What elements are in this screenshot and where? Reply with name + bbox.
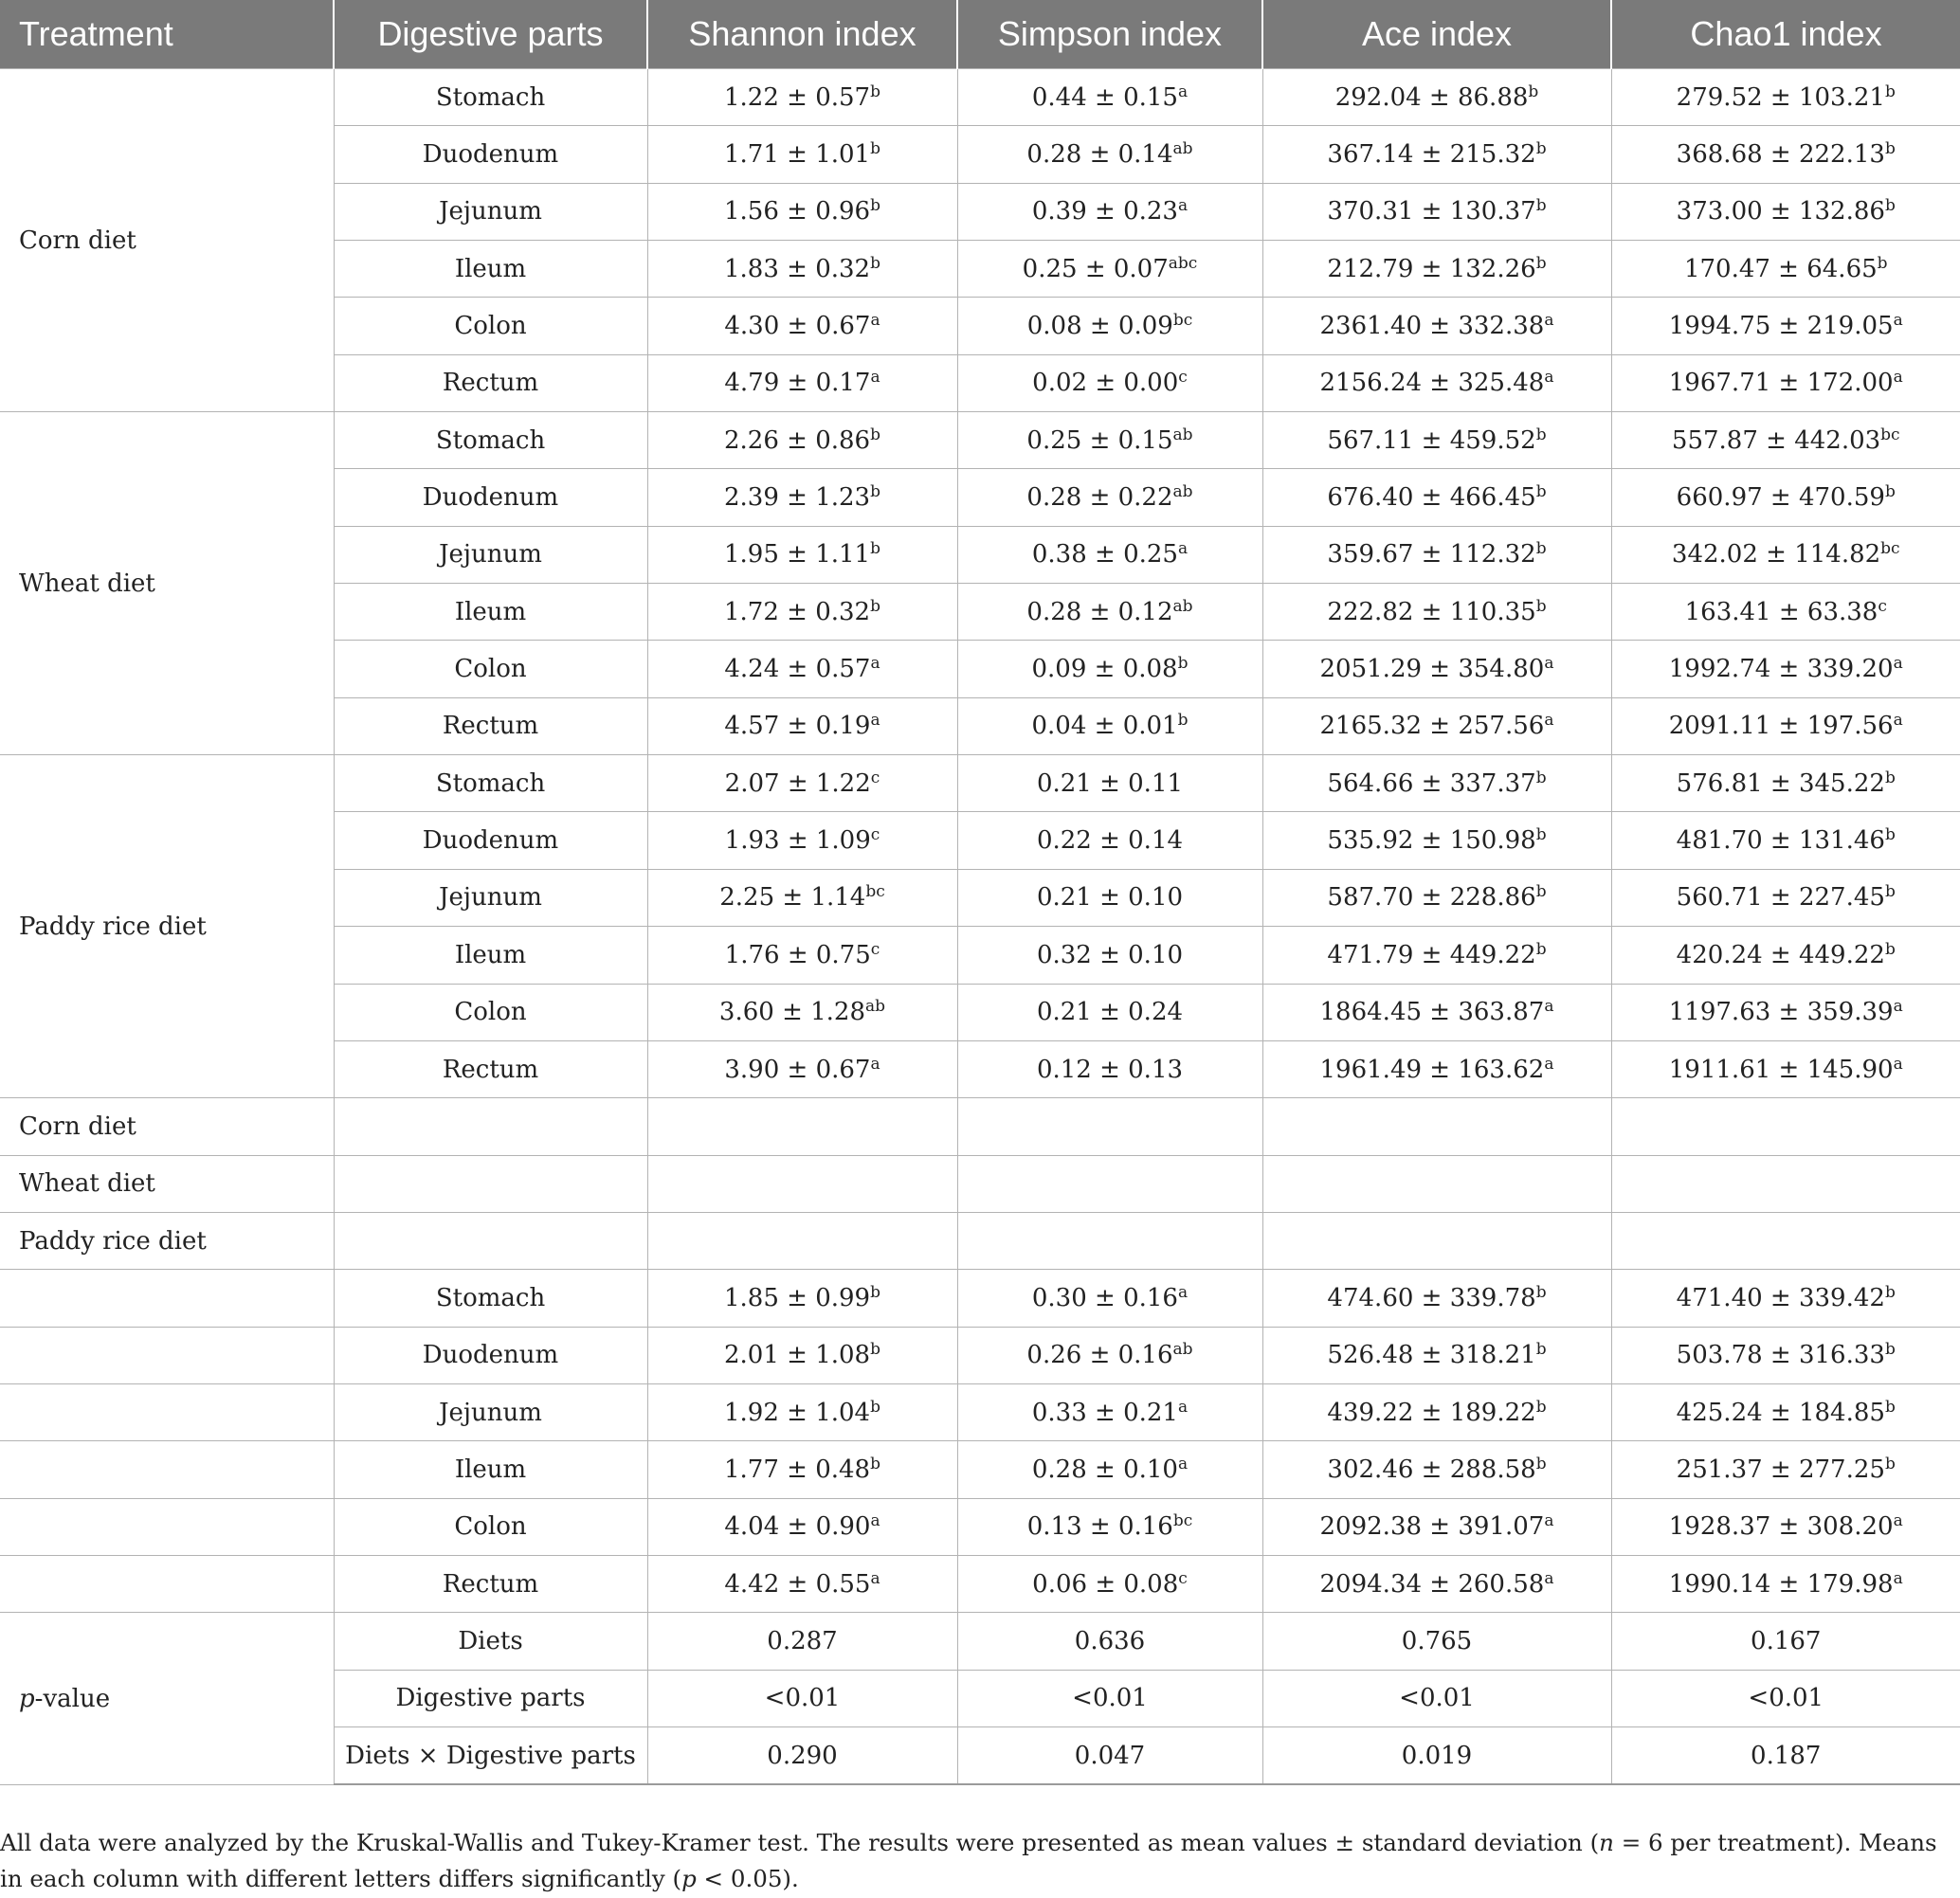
simpson-cell: 0.21 ± 0.10 [957, 869, 1262, 926]
header-row [0, 0, 1960, 69]
treatment-label: Paddy rice diet [0, 755, 334, 1098]
col-header-digestive-parts: Digestive parts [334, 0, 647, 69]
part-cell: Colon [334, 984, 647, 1040]
simpson-cell: 0.25 ± 0.07$^{abc}$ [957, 241, 1262, 298]
simpson-cell: 0.28 ± 0.10$^a$ [957, 1441, 1262, 1498]
simpson-cell: 0.22 ± 0.14 [957, 812, 1262, 869]
part-cell: Rectum [334, 1040, 647, 1097]
part-cell: Jejunum [334, 526, 647, 583]
part-cell: Stomach [334, 69, 647, 126]
simpson-cell: 0.04 ± 0.01$^b$ [957, 697, 1262, 754]
part-cell: Colon [334, 1498, 647, 1555]
simpson-cell: 0.636 [957, 1613, 1262, 1670]
chao1-cell: 1197.63 ± 359.39$^a$ [1611, 984, 1960, 1040]
shannon-cell: 4.57 ± 0.19$^a$ [647, 697, 957, 754]
chao1-cell: 342.02 ± 114.82$^{bc}$ [1611, 526, 1960, 583]
part-cell: Rectum [334, 1555, 647, 1612]
table-row [0, 1270, 1960, 1327]
ace-cell: 587.70 ± 228.86$^b$ [1262, 869, 1611, 926]
part-cell: Jejunum [334, 869, 647, 926]
ace-cell: 474.60 ± 339.78$^b$ [1262, 1270, 1611, 1327]
simpson-cell: 0.08 ± 0.09$^{bc}$ [957, 298, 1262, 354]
chao1-cell: 481.70 ± 131.46$^b$ [1611, 812, 1960, 869]
treatment-label: Corn diet [0, 69, 334, 412]
shannon-cell: 2.01 ± 1.08$^b$ [647, 1327, 957, 1383]
empty-cell [1611, 1098, 1960, 1155]
shannon-cell: <0.01 [647, 1670, 957, 1726]
shannon-cell: 2.07 ± 1.22$^c$ [647, 755, 957, 812]
part-cell: Duodenum [334, 1327, 647, 1383]
part-cell: Stomach [334, 1270, 647, 1327]
part-cell: Colon [334, 641, 647, 697]
ace-cell: <0.01 [1262, 1670, 1611, 1726]
shannon-cell: 1.85 ± 0.99$^b$ [647, 1270, 957, 1327]
col-header-chao1: Chao1 index [1611, 0, 1960, 69]
chao1-cell: 560.71 ± 227.45$^b$ [1611, 869, 1960, 926]
chao1-cell: 503.78 ± 316.33$^b$ [1611, 1327, 1960, 1383]
simpson-cell: 0.26 ± 0.16$^{ab}$ [957, 1327, 1262, 1383]
shannon-cell: 1.56 ± 0.96$^b$ [647, 183, 957, 240]
shannon-cell: 3.90 ± 0.67$^a$ [647, 1040, 957, 1097]
ace-cell: 471.79 ± 449.22$^b$ [1262, 927, 1611, 984]
treatment-label: Wheat diet [0, 412, 334, 755]
treatment-label: Paddy rice diet [0, 1212, 334, 1269]
part-cell: Ileum [334, 1441, 647, 1498]
shannon-cell: 2.25 ± 1.14$^{bc}$ [647, 869, 957, 926]
shannon-cell: 2.39 ± 1.23$^b$ [647, 469, 957, 526]
part-cell: Ileum [334, 241, 647, 298]
part-cell: Stomach [334, 412, 647, 469]
empty-cell [957, 1155, 1262, 1212]
pvalue-label: p-value [0, 1613, 334, 1785]
empty-cell [0, 1383, 334, 1440]
ace-cell: 212.79 ± 132.26$^b$ [1262, 241, 1611, 298]
ace-cell: 526.48 ± 318.21$^b$ [1262, 1327, 1611, 1383]
part-cell: Ileum [334, 927, 647, 984]
empty-cell [1611, 1212, 1960, 1269]
table-row [0, 69, 1960, 126]
table-row [0, 755, 1960, 812]
chao1-cell: 0.167 [1611, 1613, 1960, 1670]
part-cell: Ileum [334, 584, 647, 641]
part-cell: Digestive parts [334, 1670, 647, 1726]
ace-cell: 676.40 ± 466.45$^b$ [1262, 469, 1611, 526]
part-cell: Stomach [334, 755, 647, 812]
empty-cell [1262, 1212, 1611, 1269]
ace-cell: 2156.24 ± 325.48$^a$ [1262, 354, 1611, 411]
chao1-cell: 170.47 ± 64.65$^b$ [1611, 241, 1960, 298]
chao1-cell: 1994.75 ± 219.05$^a$ [1611, 298, 1960, 354]
shannon-cell: 3.60 ± 1.28$^{ab}$ [647, 984, 957, 1040]
shannon-cell: 1.92 ± 1.04$^b$ [647, 1383, 957, 1440]
simpson-cell: 0.30 ± 0.16$^a$ [957, 1270, 1262, 1327]
shannon-cell: 1.77 ± 0.48$^b$ [647, 1441, 957, 1498]
shannon-cell: 1.72 ± 0.32$^b$ [647, 584, 957, 641]
table-row [0, 412, 1960, 469]
empty-cell [0, 1327, 334, 1383]
empty-cell [1611, 1155, 1960, 1212]
ace-cell: 370.31 ± 130.37$^b$ [1262, 183, 1611, 240]
chao1-cell: 1967.71 ± 172.00$^a$ [1611, 354, 1960, 411]
ace-cell: 302.46 ± 288.58$^b$ [1262, 1441, 1611, 1498]
empty-cell [0, 1441, 334, 1498]
simpson-cell: 0.38 ± 0.25$^a$ [957, 526, 1262, 583]
part-cell: Rectum [334, 697, 647, 754]
part-cell: Diets [334, 1613, 647, 1670]
chao1-cell: 251.37 ± 277.25$^b$ [1611, 1441, 1960, 1498]
ace-cell: 359.67 ± 112.32$^b$ [1262, 526, 1611, 583]
col-header-treatment: Treatment [0, 0, 334, 69]
simpson-cell: 0.39 ± 0.23$^a$ [957, 183, 1262, 240]
shannon-cell: 1.93 ± 1.09$^c$ [647, 812, 957, 869]
shannon-cell: 4.30 ± 0.67$^a$ [647, 298, 957, 354]
shannon-cell: 1.95 ± 1.11$^b$ [647, 526, 957, 583]
empty-cell [647, 1098, 957, 1155]
col-header-shannon: Shannon index [647, 0, 957, 69]
simpson-cell: 0.09 ± 0.08$^b$ [957, 641, 1262, 697]
chao1-cell: 1911.61 ± 145.90$^a$ [1611, 1040, 1960, 1097]
simpson-cell: 0.33 ± 0.21$^a$ [957, 1383, 1262, 1440]
shannon-cell: 4.42 ± 0.55$^a$ [647, 1555, 957, 1612]
empty-cell [957, 1098, 1262, 1155]
chao1-cell: 425.24 ± 184.85$^b$ [1611, 1383, 1960, 1440]
simpson-cell: <0.01 [957, 1670, 1262, 1726]
shannon-cell: 0.290 [647, 1726, 957, 1784]
chao1-cell: 2091.11 ± 197.56$^a$ [1611, 697, 1960, 754]
ace-cell: 367.14 ± 215.32$^b$ [1262, 126, 1611, 183]
empty-cell [1262, 1098, 1611, 1155]
chao1-cell: 557.87 ± 442.03$^{bc}$ [1611, 412, 1960, 469]
part-cell: Colon [334, 298, 647, 354]
ace-cell: 2094.34 ± 260.58$^a$ [1262, 1555, 1611, 1612]
ace-cell: 2165.32 ± 257.56$^a$ [1262, 697, 1611, 754]
shannon-cell: 4.24 ± 0.57$^a$ [647, 641, 957, 697]
chao1-cell: 471.40 ± 339.42$^b$ [1611, 1270, 1960, 1327]
part-cell: Duodenum [334, 126, 647, 183]
shannon-cell: 1.71 ± 1.01$^b$ [647, 126, 957, 183]
ace-cell: 439.22 ± 189.22$^b$ [1262, 1383, 1611, 1440]
part-cell: Rectum [334, 354, 647, 411]
col-header-simpson: Simpson index [957, 0, 1262, 69]
simpson-cell: 0.06 ± 0.08$^c$ [957, 1555, 1262, 1612]
part-cell: Jejunum [334, 183, 647, 240]
table-row [0, 1383, 1960, 1440]
col-header-ace: Ace index [1262, 0, 1611, 69]
shannon-cell: 1.83 ± 0.32$^b$ [647, 241, 957, 298]
empty-cell [647, 1155, 957, 1212]
ace-cell: 222.82 ± 110.35$^b$ [1262, 584, 1611, 641]
part-cell: Jejunum [334, 1383, 647, 1440]
shannon-cell: 4.79 ± 0.17$^a$ [647, 354, 957, 411]
ace-cell: 1864.45 ± 363.87$^a$ [1262, 984, 1611, 1040]
ace-cell: 0.019 [1262, 1726, 1611, 1784]
chao1-cell: 576.81 ± 345.22$^b$ [1611, 755, 1960, 812]
chao1-cell: 1992.74 ± 339.20$^a$ [1611, 641, 1960, 697]
table-row [0, 1441, 1960, 1498]
ace-cell: 2051.29 ± 354.80$^a$ [1262, 641, 1611, 697]
table-row [0, 1155, 1960, 1212]
part-cell: Duodenum [334, 469, 647, 526]
ace-cell: 567.11 ± 459.52$^b$ [1262, 412, 1611, 469]
simpson-cell: 0.44 ± 0.15$^a$ [957, 69, 1262, 126]
empty-cell [334, 1155, 647, 1212]
ace-cell: 535.92 ± 150.98$^b$ [1262, 812, 1611, 869]
chao1-cell: 420.24 ± 449.22$^b$ [1611, 927, 1960, 984]
shannon-cell: 1.76 ± 0.75$^c$ [647, 927, 957, 984]
simpson-cell: 0.28 ± 0.12$^{ab}$ [957, 584, 1262, 641]
empty-cell [957, 1212, 1262, 1269]
shannon-cell: 1.22 ± 0.57$^b$ [647, 69, 957, 126]
chao1-cell: <0.01 [1611, 1670, 1960, 1726]
treatment-label: Wheat diet [0, 1155, 334, 1212]
empty-cell [334, 1212, 647, 1269]
table-row [0, 1327, 1960, 1383]
simpson-cell: 0.28 ± 0.22$^{ab}$ [957, 469, 1262, 526]
ace-cell: 292.04 ± 86.88$^b$ [1262, 69, 1611, 126]
table-row [0, 1555, 1960, 1612]
simpson-cell: 0.32 ± 0.10 [957, 927, 1262, 984]
simpson-cell: 0.02 ± 0.00$^c$ [957, 354, 1262, 411]
chao1-cell: 163.41 ± 63.38$^c$ [1611, 584, 1960, 641]
chao1-cell: 373.00 ± 132.86$^b$ [1611, 183, 1960, 240]
chao1-cell: 660.97 ± 470.59$^b$ [1611, 469, 1960, 526]
chao1-cell: 279.52 ± 103.21$^b$ [1611, 69, 1960, 126]
shannon-cell: 4.04 ± 0.90$^a$ [647, 1498, 957, 1555]
chao1-cell: 1928.37 ± 308.20$^a$ [1611, 1498, 1960, 1555]
table-footnote: All data were analyzed by the Kruskal-Wallis and Tukey-Kramer test. The results were presented as mean values ± standard deviation (n = 6 per treatment). Means in each column with different letters differs significantly (p < 0.05). [0, 1829, 1937, 1892]
simpson-cell: 0.25 ± 0.15$^{ab}$ [957, 412, 1262, 469]
empty-cell [0, 1555, 334, 1612]
simpson-cell: 0.21 ± 0.11 [957, 755, 1262, 812]
empty-cell [647, 1212, 957, 1269]
simpson-cell: 0.12 ± 0.13 [957, 1040, 1262, 1097]
empty-cell [1262, 1155, 1611, 1212]
chao1-cell: 0.187 [1611, 1726, 1960, 1784]
ace-cell: 1961.49 ± 163.62$^a$ [1262, 1040, 1611, 1097]
empty-cell [0, 1498, 334, 1555]
empty-cell [0, 1270, 334, 1327]
empty-cell [334, 1098, 647, 1155]
simpson-cell: 0.047 [957, 1726, 1262, 1784]
simpson-cell: 0.21 ± 0.24 [957, 984, 1262, 1040]
chao1-cell: 1990.14 ± 179.98$^a$ [1611, 1555, 1960, 1612]
ace-cell: 0.765 [1262, 1613, 1611, 1670]
chao1-cell: 368.68 ± 222.13$^b$ [1611, 126, 1960, 183]
simpson-cell: 0.28 ± 0.14$^{ab}$ [957, 126, 1262, 183]
shannon-cell: 2.26 ± 0.86$^b$ [647, 412, 957, 469]
simpson-cell: 0.13 ± 0.16$^{bc}$ [957, 1498, 1262, 1555]
part-cell: Diets × Digestive parts [334, 1726, 647, 1784]
shannon-cell: 0.287 [647, 1613, 957, 1670]
table-row [0, 1498, 1960, 1555]
ace-cell: 2092.38 ± 391.07$^a$ [1262, 1498, 1611, 1555]
ace-cell: 564.66 ± 337.37$^b$ [1262, 755, 1611, 812]
ace-cell: 2361.40 ± 332.38$^a$ [1262, 298, 1611, 354]
treatment-label: Corn diet [0, 1098, 334, 1155]
part-cell: Duodenum [334, 812, 647, 869]
table-row [0, 1098, 1960, 1155]
table-row [0, 1212, 1960, 1269]
table-row [0, 1613, 1960, 1670]
